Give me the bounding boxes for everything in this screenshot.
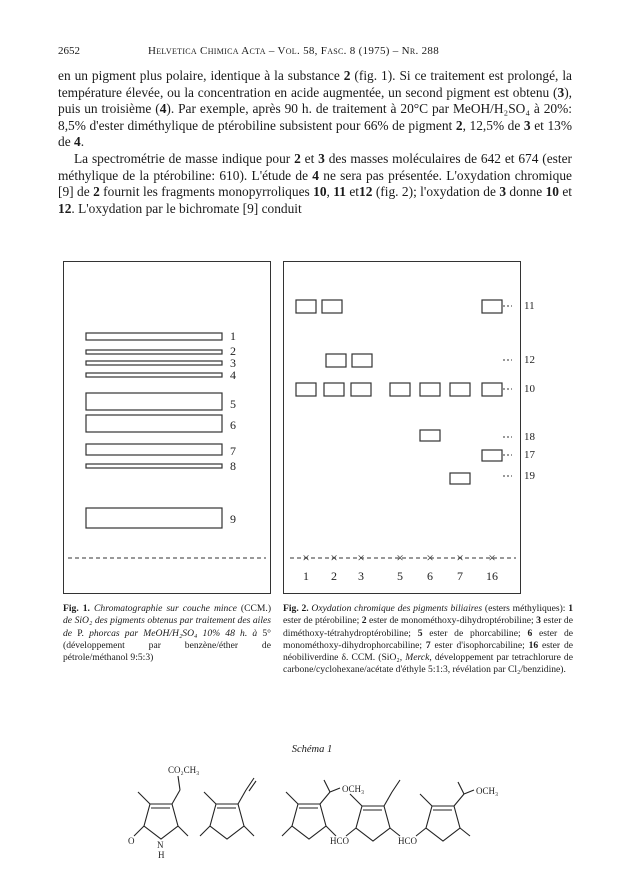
journal-header: Helvetica Chimica Acta – Vol. 58, Fasc. 8 (1975) – Nr. 288 — [148, 45, 440, 57]
paragraph-1: en un pigment plus polaire, identique à la substance 2 (fig. 1). Si ce traitement est prolongé, la température élevée, ou la concentration en acide augmentée, un second pigment est obtenu (3), puis un troisième (4). Par exemple, après 90 h. de traitement à 20°C par MeOH/H₂SO₄ à 20%: 8,5% d'ester diméthylique de ptérobiline subsistent pour 66% de pigment 2, 12,5% de 3 et 13% de 4. — [58, 68, 573, 150]
structure-2 — [200, 778, 256, 839]
label-h: H — [158, 850, 165, 860]
fig2-label-10: 10 — [524, 383, 535, 395]
figure-2-caption: Fig. 2. Oxydation chromique des pigments biliaires (esters méthyliques): 1 ester de ptérobiline; 2 ester de monométhoxy-dihydroptérobiline; 3 ester de diméthoxy-tétrahydroptérobiline; 5 ester de phorcabiline; 6 ester de monométhoxy-dihydrophorcabiline; 7 ester d'isophorcabiline; 16 ester de néobiliverdine δ. CCM. (SiO₂, Merck, développement par tetrachlorure de carbone/cyclohexane/acétate d'éthyle 5:1:3, révélation par Cl₂/benzidine). — [283, 603, 574, 676]
label-hco-2: HCO — [398, 836, 418, 846]
svg-text:×: × — [302, 550, 310, 565]
fig2-lane-16: 16 — [486, 569, 498, 583]
body-text — [58, 68, 572, 217]
paragraph-2: La spectrométrie de masse indique pour 2 et 3 des masses moléculaires de 642 et 674 (ester méthylique de la ptérobiline: 610). L'étude de 4 ne sera pas présentée. L'oxydation chromique [9] de 2 fournit les fragments monopyrroliques 10, 11 et12 (fig. 2); l'oxydation de 3 donne 10 et 12. L'oxydation par le bichromate [9] conduit — [58, 150, 573, 216]
fig2-spot-lane2-10 — [324, 383, 344, 396]
label-hco-1: HCO — [330, 836, 350, 846]
fig1-spot-2 — [86, 350, 222, 354]
fig1-label-5: 5 — [230, 397, 236, 411]
figure-2-plate — [283, 261, 521, 594]
figure-1-chromatogram — [64, 262, 270, 593]
structure-1 — [134, 776, 188, 839]
fig2-label-19: 19 — [524, 470, 535, 482]
fig2-spot-lane1-10 — [296, 383, 316, 396]
fig1-spot-8 — [86, 464, 222, 468]
structure-5 — [416, 782, 474, 841]
fig2-label-18: 18 — [524, 431, 535, 443]
fig2-spot-lane16-17 — [482, 450, 502, 461]
schema-title: Schéma 1 — [291, 744, 333, 755]
fig2-spot-lane1-11 — [296, 300, 316, 313]
fig1-label-4: 4 — [230, 368, 236, 382]
fig2-spot-lane16-10 — [482, 383, 502, 396]
fig2-label-12: 12 — [524, 354, 535, 366]
fig2-spot-lane16-11 — [482, 300, 502, 313]
svg-text:×: × — [426, 550, 434, 565]
label-och3-1: OCH₃ — [342, 784, 365, 794]
schema-1-structures — [0, 764, 624, 874]
page-number: 2652 — [58, 45, 80, 57]
fig2-spot-lane3-10 — [351, 383, 371, 396]
fig2-spot-lane7-19 — [450, 473, 470, 484]
structure-3 — [282, 780, 340, 839]
fig2-lane-6: 6 — [427, 569, 433, 583]
fig2-spot-lane7-10 — [450, 383, 470, 396]
fig1-label-8: 8 — [230, 459, 236, 473]
label-o: O — [128, 836, 135, 846]
fig2-label-11: 11 — [524, 300, 535, 312]
fig1-label-1: 1 — [230, 329, 236, 343]
fig2-lane-2: 2 — [331, 569, 337, 583]
label-n: N — [157, 840, 164, 850]
figure-2-chromatogram — [284, 262, 520, 593]
svg-text:×: × — [330, 550, 338, 565]
fig2-spot-lane2-12 — [326, 354, 346, 367]
fig1-label-3: 3 — [230, 356, 236, 370]
fig1-spot-9 — [86, 508, 222, 528]
label-och3-2: OCH₃ — [476, 786, 499, 796]
fig1-spot-5 — [86, 393, 222, 410]
fig2-lane-3: 3 — [358, 569, 364, 583]
fig1-label-2: 2 — [230, 344, 236, 358]
svg-text:×: × — [456, 550, 464, 565]
figure-1-plate — [63, 261, 271, 594]
fig2-spot-lane6-18 — [420, 430, 440, 441]
fig1-label-9: 9 — [230, 512, 236, 526]
fig2-lane-1: 1 — [303, 569, 309, 583]
fig2-spot-lane2-11 — [322, 300, 342, 313]
fig2-label-17: 17 — [524, 449, 535, 461]
fig1-spot-4 — [86, 373, 222, 377]
fig1-label-6: 6 — [230, 418, 236, 432]
fig1-spot-7 — [86, 444, 222, 455]
running-header — [58, 45, 570, 61]
svg-text:×: × — [396, 550, 404, 565]
figure-1-caption: Fig. 1. Chromatographie sur couche mince (CCM.) de SiO₂ des pigments obtenus par traitement des ailes de P. phorcas par MeOH/H₂SO₄ 10% 48 h. à 5° (développement par benzène/éther de pétrole/méthanol 9:5:3) — [63, 603, 272, 664]
label-co2ch3: CO₂CH₃ — [168, 765, 200, 775]
fig2-spot-lane5-10 — [390, 383, 410, 396]
fig2-spot-lane3-12 — [352, 354, 372, 367]
fig2-spot-lane6-10 — [420, 383, 440, 396]
svg-text:×: × — [488, 550, 496, 565]
fig2-lane-7: 7 — [457, 569, 463, 583]
figure-2-spot-labels — [514, 290, 554, 490]
svg-text:×: × — [357, 550, 365, 565]
fig1-spot-6 — [86, 415, 222, 432]
fig1-spot-3 — [86, 361, 222, 365]
fig1-label-7: 7 — [230, 444, 236, 458]
fig1-spot-1 — [86, 333, 222, 340]
fig2-lane-5: 5 — [397, 569, 403, 583]
